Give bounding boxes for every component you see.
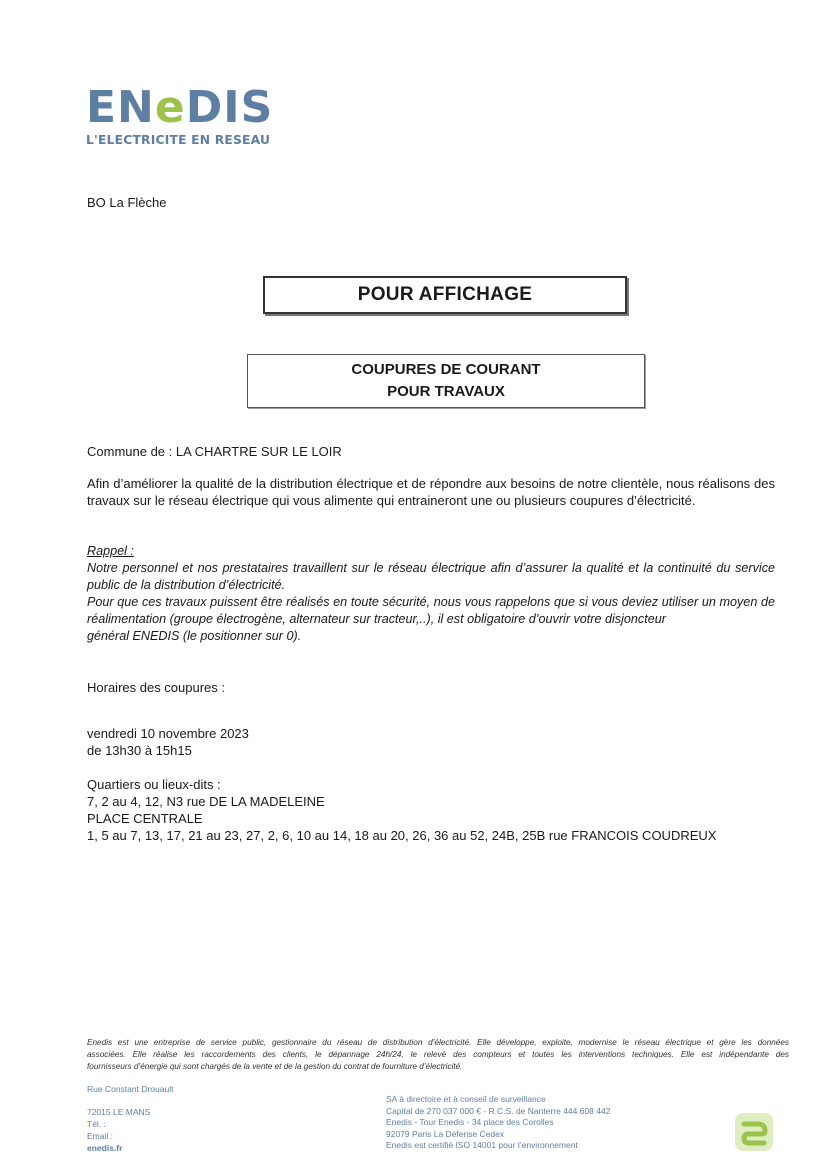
logo-tagline: L'ELECTRICITE EN RESEAU <box>86 133 271 147</box>
rappel-line2: public de la distribution d’électricité. <box>87 578 286 592</box>
intro-paragraph <box>87 475 775 509</box>
address-email: Email : <box>87 1131 113 1141</box>
commune: Commune de : LA CHARTRE SUR LE LOIR <box>87 444 342 459</box>
footer-desc-line1: Enedis est une entreprise de service public, gestionnaire du réseau de distribution d’électricité. Elle développe, exploite, modernise le réseau électrique et gère les données <box>87 1038 789 1047</box>
address-tel: Tél. : <box>87 1119 106 1129</box>
footer-desc-line3: fournisseurs d’énergie qui sont chargés de la vente et de la gestion du contrat de fourniture d’électricité. <box>87 1062 463 1071</box>
legal-line5: Enedis est certifié ISO 14001 pour l’environnement <box>386 1140 578 1150</box>
address-city: 72015 LE MANS <box>87 1107 151 1117</box>
quartier-item: 7, 2 au 4, 12, N3 rue DE LA MADELEINE <box>87 794 325 809</box>
logo-wordmark: ENeDIS <box>86 82 274 133</box>
footer-desc-line2: associées. Elle réalise les raccordements des clients, le dépannage 24h/24, le relevé des compteurs et toutes les interventions techniques. Elle est indépendante des <box>87 1050 789 1059</box>
website-link[interactable]: enedis.fr <box>87 1143 123 1153</box>
footer-legal <box>386 1094 610 1152</box>
coupures-line2: POUR TRAVAUX <box>387 383 505 400</box>
legal-line3: Enedis - Tour Enedis - 34 place des Corolles <box>386 1117 554 1127</box>
office-name: BO La Flèche <box>87 195 167 210</box>
quartiers-block <box>87 776 716 844</box>
rappel-title: Rappel : <box>87 544 134 558</box>
enedis-logo <box>86 82 274 147</box>
address-street: Rue Constant Drouault <box>87 1084 174 1094</box>
enedis-emblem-icon <box>734 1112 774 1152</box>
footer-address <box>87 1083 173 1154</box>
pour-affichage-title: POUR AFFICHAGE <box>357 284 533 305</box>
rappel-line4: réalimentation (groupe électrogène, alternateur sur tracteur,..), il est obligatoire d’ouvrir votre disjoncteur <box>87 612 666 626</box>
coupures-line1: COUPURES DE COURANT <box>351 361 541 378</box>
intro-line2: travaux sur le réseau électrique qui vous alimente qui entraineront une ou plusieurs coupures d’électricité. <box>87 493 696 508</box>
rappel-line5: général ENEDIS (le positionner sur 0). <box>87 629 302 643</box>
rappel-line3: Pour que ces travaux puissent être réalisés en toute sécurité, nous vous rappelons que si vous deviez utiliser un moyen de <box>87 595 775 609</box>
legal-line4: 92079 Paris La Défense Cedex <box>386 1128 505 1139</box>
intro-line1: Afin d’améliorer la qualité de la distribution électrique et de répondre aux besoins de notre clientèle, nous réalisons des <box>87 476 775 491</box>
rappel-line1: Notre personnel et nos prestataires travaillent sur le réseau électrique afin d’assurer la qualité et la continuité du service <box>87 561 775 575</box>
legal-line1: SA à directoire et à conseil de surveillance <box>386 1094 546 1104</box>
pour-affichage-box <box>263 276 627 314</box>
rappel-block <box>87 543 775 645</box>
legal-line2: Capital de 270 037 000 € - R.C.S. de Nanterre 444 608 442 <box>386 1105 611 1116</box>
coupures-box <box>247 354 645 408</box>
footer-description <box>87 1037 789 1073</box>
quartier-item: 1, 5 au 7, 13, 17, 21 au 23, 27, 2, 6, 10 au 14, 18 au 20, 26, 36 au 52, 24B, 25B rue FRANCOIS COUDREUX <box>87 828 717 843</box>
quartiers-label: Quartiers ou lieux-dits : <box>87 777 221 792</box>
schedule-time: de 13h30 à 15h15 <box>87 743 192 758</box>
quartier-item: PLACE CENTRALE <box>87 811 203 826</box>
horaires-label: Horaires des coupures : <box>87 680 226 695</box>
schedule-date: vendredi 10 novembre 2023 <box>87 726 249 741</box>
schedule <box>87 725 249 759</box>
